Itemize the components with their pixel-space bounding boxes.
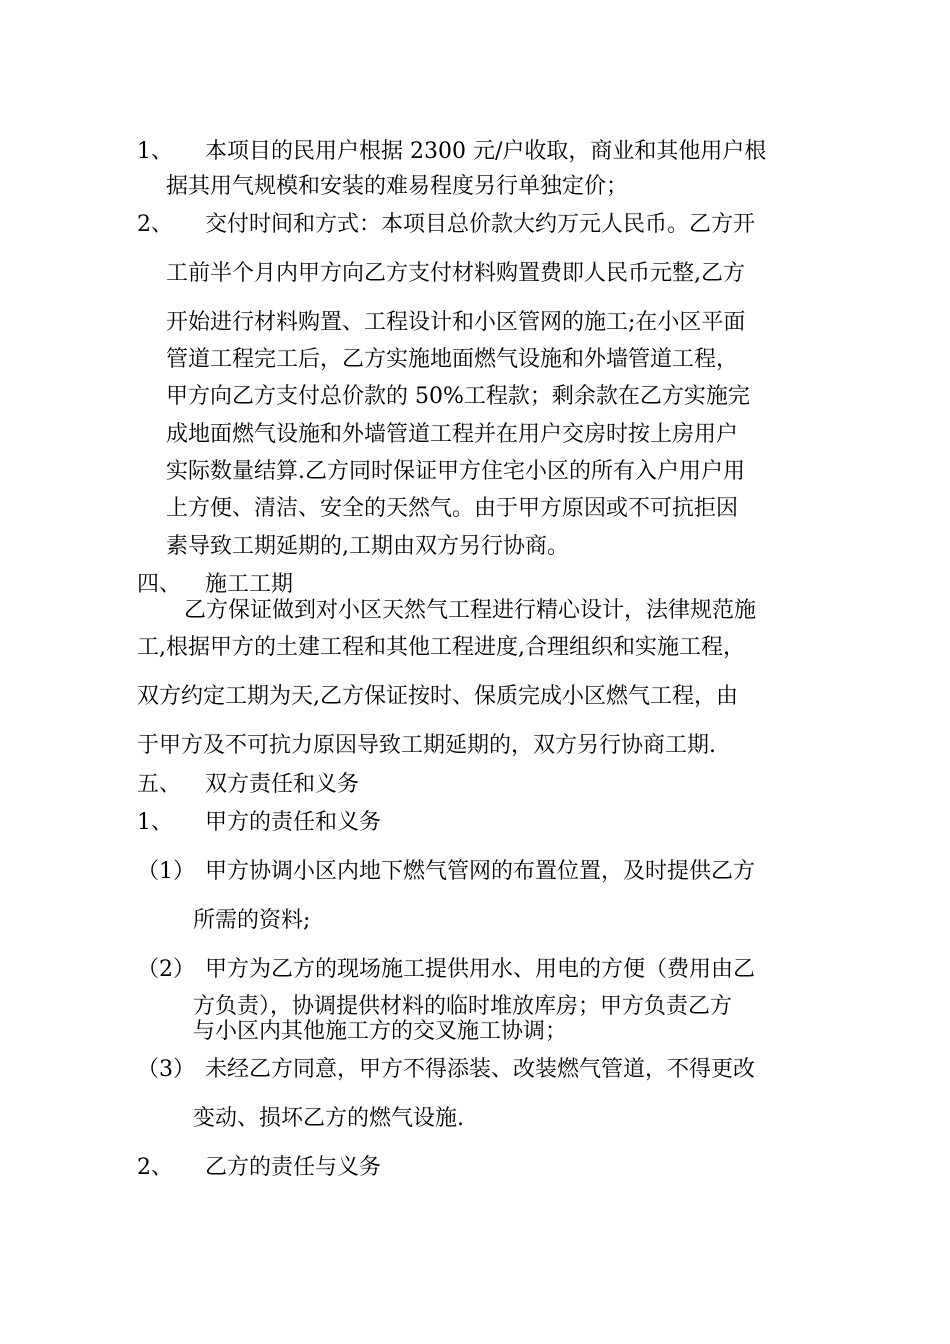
sub-1-number: 1、 [137, 810, 173, 835]
section-4-number: 四、 [137, 572, 182, 597]
p1-line-2: 所需的资料; [193, 908, 311, 933]
p2-line-1: 甲方为乙方的现场施工提供用水、用电的方便（费用由乙 [205, 957, 756, 982]
section-5-number: 五、 [137, 772, 182, 797]
p2-line-3: 与小区内其他施工方的交叉施工协调； [193, 1019, 568, 1044]
p2-number: （2） [137, 957, 195, 982]
item-2-line-2: 工前半个月内甲方向乙方支付材料购置费即人民币元整,乙方 [166, 261, 745, 286]
section-4-line-1: 乙方保证做到对小区天然气工程进行精心设计，法律规范施 [184, 598, 757, 623]
item-2-line-9: 素导致工期延期的,工期由双方另行协商。 [166, 534, 569, 559]
section-5-title: 双方责任和义务 [205, 772, 360, 797]
item-2-line-3: 开始进行材料购置、工程设计和小区管网的施工;在小区平面 [166, 310, 746, 335]
item-2-line-5: 甲方向乙方支付总价款的 50%工程款；剩余款在乙方实施完 [166, 384, 750, 409]
section-4-line-3: 双方约定工期为天,乙方保证按时、保质完成小区燃气工程，由 [137, 684, 738, 709]
p2-line-2: 方负责），协调提供材料的临时堆放库房；甲方负责乙方 [193, 994, 733, 1019]
p3-number: （3） [137, 1057, 195, 1082]
item-2-line-7: 实际数量结算.乙方同时保证甲方住宅小区的所有入户用户用 [166, 459, 745, 484]
item-1-number: 1、 [137, 139, 173, 164]
p1-line-1: 甲方协调小区内地下燃气管网的布置位置，及时提供乙方 [205, 859, 756, 884]
section-4-line-2: 工,根据甲方的土建工程和其他工程进度,合理组织和实施工程， [137, 635, 745, 660]
item-2-line-4: 管道工程完工后，乙方实施地面燃气设施和外墙管道工程， [166, 347, 739, 372]
section-4-title: 施工工期 [205, 572, 294, 597]
item-2-line-1: 交付时间和方式：本项目总价款大约万元人民币。乙方开 [205, 212, 756, 237]
item-2-number: 2、 [137, 212, 173, 237]
sub-1-title: 甲方的责任和义务 [205, 810, 382, 835]
section-4-line-4: 于甲方及不可抗力原因导致工期延期的，双方另行协商工期. [137, 733, 716, 758]
item-1-line-1: 本项目的民用户根据 2300 元/户收取，商业和其他用户根 [205, 139, 767, 164]
item-1-line-2: 据其用气规模和安装的难易程度另行单独定价； [166, 174, 629, 199]
p3-line-2: 变动、损坏乙方的燃气设施. [193, 1106, 464, 1131]
sub-2-number: 2、 [137, 1155, 173, 1180]
p3-line-1: 未经乙方同意，甲方不得添装、改装燃气管道，不得更改 [205, 1057, 756, 1082]
item-2-line-8: 上方便、清洁、安全的天然气。由于甲方原因或不可抗拒因 [166, 496, 739, 521]
p1-number: （1） [137, 859, 195, 884]
item-2-line-6: 成地面燃气设施和外墙管道工程并在用户交房时按上房用户 [166, 422, 739, 447]
sub-2-title: 乙方的责任与义务 [205, 1155, 382, 1180]
